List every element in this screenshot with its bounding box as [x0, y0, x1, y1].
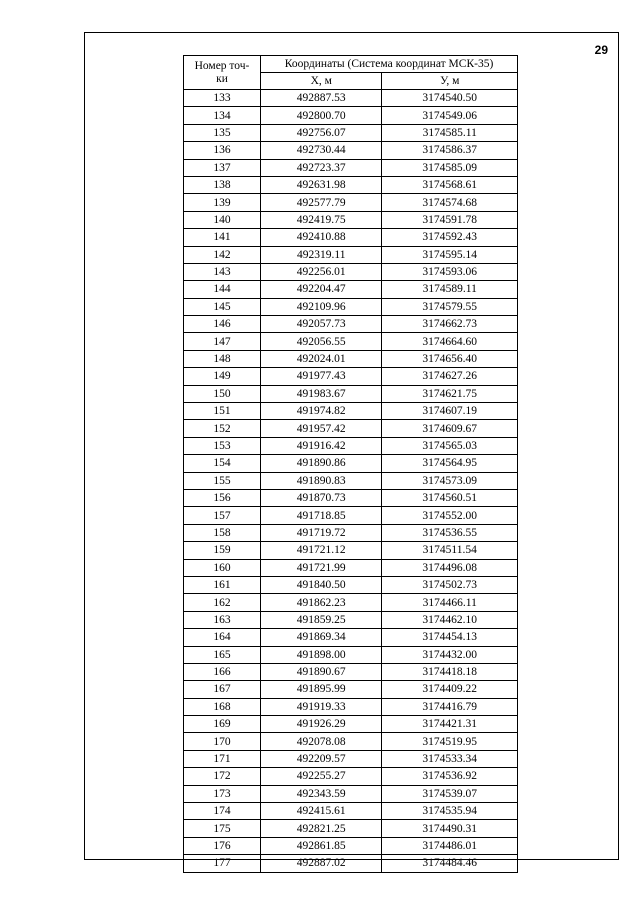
- x-coordinate-cell: 491977.43: [261, 368, 382, 385]
- y-coordinate-cell: 3174664.60: [382, 333, 518, 350]
- table-row: [184, 646, 518, 663]
- point-number-cell: 141: [184, 229, 261, 246]
- x-coordinate-cell: 492204.47: [261, 281, 382, 298]
- x-coordinate-cell: 492577.79: [261, 194, 382, 211]
- x-coordinate-cell: 492887.53: [261, 90, 382, 107]
- table-row: [184, 90, 518, 107]
- x-coordinate-cell: 491919.33: [261, 698, 382, 715]
- point-number-cell: 176: [184, 837, 261, 854]
- point-number-cell: 173: [184, 785, 261, 802]
- table-row: [184, 698, 518, 715]
- y-header: У, м: [382, 73, 518, 90]
- x-coordinate-cell: 492887.02: [261, 855, 382, 872]
- x-coordinate-cell: 491869.34: [261, 629, 382, 646]
- x-coordinate-cell: 491916.42: [261, 437, 382, 454]
- x-coordinate-cell: 492078.08: [261, 733, 382, 750]
- y-coordinate-cell: 3174568.61: [382, 176, 518, 193]
- point-number-header-label: Номер точ- ки: [194, 59, 250, 85]
- x-coordinate-cell: 492861.85: [261, 837, 382, 854]
- y-coordinate-cell: 3174609.67: [382, 420, 518, 437]
- table-row: [184, 716, 518, 733]
- x-coordinate-cell: 491859.25: [261, 611, 382, 628]
- point-number-cell: 138: [184, 176, 261, 193]
- point-number-cell: 139: [184, 194, 261, 211]
- y-coordinate-cell: 3174466.11: [382, 594, 518, 611]
- y-coordinate-cell: 3174595.14: [382, 246, 518, 263]
- coordinates-group-header: Координаты (Система координат МСК-35): [261, 56, 518, 73]
- point-number-cell: 159: [184, 542, 261, 559]
- x-coordinate-cell: 492723.37: [261, 159, 382, 176]
- point-number-cell: 174: [184, 803, 261, 820]
- x-coordinate-cell: 492056.55: [261, 333, 382, 350]
- table-row: [184, 211, 518, 228]
- y-coordinate-cell: 3174589.11: [382, 281, 518, 298]
- y-coordinate-cell: 3174579.55: [382, 298, 518, 315]
- y-coordinate-cell: 3174573.09: [382, 472, 518, 489]
- point-number-cell: 146: [184, 316, 261, 333]
- x-coordinate-cell: 492419.75: [261, 211, 382, 228]
- table-row: [184, 611, 518, 628]
- x-coordinate-cell: 492343.59: [261, 785, 382, 802]
- table-row: [184, 524, 518, 541]
- table-row: [184, 229, 518, 246]
- table-row: [184, 663, 518, 680]
- point-number-cell: 153: [184, 437, 261, 454]
- point-number-cell: 172: [184, 768, 261, 785]
- y-coordinate-cell: 3174533.34: [382, 750, 518, 767]
- point-number-cell: 166: [184, 663, 261, 680]
- y-coordinate-cell: 3174535.94: [382, 803, 518, 820]
- y-coordinate-cell: 3174560.51: [382, 489, 518, 506]
- table-row: [184, 576, 518, 593]
- y-coordinate-cell: 3174627.26: [382, 368, 518, 385]
- table-row: [184, 194, 518, 211]
- x-coordinate-cell: 492209.57: [261, 750, 382, 767]
- x-coordinate-cell: 492057.73: [261, 316, 382, 333]
- table-row: [184, 507, 518, 524]
- point-number-cell: 171: [184, 750, 261, 767]
- y-coordinate-cell: 3174585.11: [382, 124, 518, 141]
- point-number-cell: 158: [184, 524, 261, 541]
- table-row: [184, 837, 518, 854]
- point-number-cell: 170: [184, 733, 261, 750]
- y-coordinate-cell: 3174662.73: [382, 316, 518, 333]
- x-coordinate-cell: 491840.50: [261, 576, 382, 593]
- table-row: [184, 785, 518, 802]
- table-row: [184, 472, 518, 489]
- x-coordinate-cell: 492410.88: [261, 229, 382, 246]
- y-coordinate-cell: 3174574.68: [382, 194, 518, 211]
- x-coordinate-cell: 492256.01: [261, 263, 382, 280]
- x-coordinate-cell: 492255.27: [261, 768, 382, 785]
- point-number-cell: 162: [184, 594, 261, 611]
- x-coordinate-cell: 492415.61: [261, 803, 382, 820]
- point-number-cell: 175: [184, 820, 261, 837]
- table-row: [184, 542, 518, 559]
- point-number-cell: 169: [184, 716, 261, 733]
- table-row: [184, 281, 518, 298]
- y-coordinate-cell: 3174496.08: [382, 559, 518, 576]
- point-number-cell: 143: [184, 263, 261, 280]
- point-number-cell: 165: [184, 646, 261, 663]
- y-coordinate-cell: 3174421.31: [382, 716, 518, 733]
- x-coordinate-cell: 491721.12: [261, 542, 382, 559]
- point-number-cell: 147: [184, 333, 261, 350]
- x-coordinate-cell: 491862.23: [261, 594, 382, 611]
- y-coordinate-cell: 3174565.03: [382, 437, 518, 454]
- table-row: [184, 368, 518, 385]
- table-row: [184, 733, 518, 750]
- point-number-cell: 177: [184, 855, 261, 872]
- x-coordinate-cell: 492319.11: [261, 246, 382, 263]
- x-coordinate-cell: 491957.42: [261, 420, 382, 437]
- table-row: [184, 594, 518, 611]
- point-number-cell: 149: [184, 368, 261, 385]
- y-coordinate-cell: 3174607.19: [382, 403, 518, 420]
- x-coordinate-cell: 491926.29: [261, 716, 382, 733]
- table-row: [184, 768, 518, 785]
- table-row: [184, 350, 518, 367]
- coordinates-table: [183, 55, 518, 873]
- point-number-cell: 137: [184, 159, 261, 176]
- y-coordinate-cell: 3174490.31: [382, 820, 518, 837]
- point-number-cell: 155: [184, 472, 261, 489]
- x-coordinate-cell: 491890.86: [261, 455, 382, 472]
- x-coordinate-cell: 491719.72: [261, 524, 382, 541]
- table-row: [184, 629, 518, 646]
- table-row: [184, 107, 518, 124]
- table-row: [184, 750, 518, 767]
- y-coordinate-cell: 3174540.50: [382, 90, 518, 107]
- x-coordinate-cell: 492800.70: [261, 107, 382, 124]
- table-row: [184, 455, 518, 472]
- x-coordinate-cell: 491718.85: [261, 507, 382, 524]
- point-number-cell: 134: [184, 107, 261, 124]
- table-row: [184, 437, 518, 454]
- table-row: [184, 403, 518, 420]
- page-number: 29: [594, 43, 608, 57]
- y-coordinate-cell: 3174621.75: [382, 385, 518, 402]
- point-number-cell: 167: [184, 681, 261, 698]
- table-row: [184, 298, 518, 315]
- table-row: [184, 124, 518, 141]
- table-row: [184, 803, 518, 820]
- point-number-cell: 135: [184, 124, 261, 141]
- y-coordinate-cell: 3174416.79: [382, 698, 518, 715]
- x-coordinate-cell: 491890.67: [261, 663, 382, 680]
- point-number-cell: 142: [184, 246, 261, 263]
- y-coordinate-cell: 3174432.00: [382, 646, 518, 663]
- y-coordinate-cell: 3174418.18: [382, 663, 518, 680]
- table-row: [184, 176, 518, 193]
- x-coordinate-cell: 492730.44: [261, 142, 382, 159]
- point-number-cell: 140: [184, 211, 261, 228]
- y-coordinate-cell: 3174539.07: [382, 785, 518, 802]
- x-coordinate-cell: 492109.96: [261, 298, 382, 315]
- x-coordinate-cell: 491974.82: [261, 403, 382, 420]
- page-frame: [84, 32, 619, 870]
- x-coordinate-cell: 492024.01: [261, 350, 382, 367]
- point-number-cell: 133: [184, 90, 261, 107]
- coordinates-table-body: [184, 90, 518, 873]
- y-coordinate-cell: 3174502.73: [382, 576, 518, 593]
- point-number-cell: 156: [184, 489, 261, 506]
- y-coordinate-cell: 3174591.78: [382, 211, 518, 228]
- y-coordinate-cell: 3174592.43: [382, 229, 518, 246]
- x-coordinate-cell: 491870.73: [261, 489, 382, 506]
- table-row: [184, 246, 518, 263]
- y-coordinate-cell: 3174519.95: [382, 733, 518, 750]
- y-coordinate-cell: 3174656.40: [382, 350, 518, 367]
- x-coordinate-cell: 492756.07: [261, 124, 382, 141]
- x-coordinate-cell: 491895.99: [261, 681, 382, 698]
- y-coordinate-cell: 3174564.95: [382, 455, 518, 472]
- table-row: [184, 855, 518, 872]
- point-number-cell: 136: [184, 142, 261, 159]
- table-row: [184, 316, 518, 333]
- y-coordinate-cell: 3174454.13: [382, 629, 518, 646]
- table-row: [184, 820, 518, 837]
- point-number-cell: 161: [184, 576, 261, 593]
- table-row: [184, 681, 518, 698]
- point-number-cell: 150: [184, 385, 261, 402]
- x-coordinate-cell: 492631.98: [261, 176, 382, 193]
- x-coordinate-cell: 492821.25: [261, 820, 382, 837]
- y-coordinate-cell: 3174484.46: [382, 855, 518, 872]
- point-number-cell: 145: [184, 298, 261, 315]
- y-coordinate-cell: 3174536.92: [382, 768, 518, 785]
- x-coordinate-cell: 491890.83: [261, 472, 382, 489]
- y-coordinate-cell: 3174511.54: [382, 542, 518, 559]
- point-number-cell: 148: [184, 350, 261, 367]
- y-coordinate-cell: 3174552.00: [382, 507, 518, 524]
- point-number-cell: 152: [184, 420, 261, 437]
- point-number-cell: 163: [184, 611, 261, 628]
- point-number-cell: 168: [184, 698, 261, 715]
- table-row: [184, 333, 518, 350]
- x-coordinate-cell: 491983.67: [261, 385, 382, 402]
- x-coordinate-cell: 491721.99: [261, 559, 382, 576]
- table-row: [184, 559, 518, 576]
- point-number-cell: 154: [184, 455, 261, 472]
- point-number-cell: 164: [184, 629, 261, 646]
- y-coordinate-cell: 3174549.06: [382, 107, 518, 124]
- y-coordinate-cell: 3174536.55: [382, 524, 518, 541]
- point-number-cell: 144: [184, 281, 261, 298]
- x-header: X, м: [261, 73, 382, 90]
- y-coordinate-cell: 3174409.22: [382, 681, 518, 698]
- table-row: [184, 420, 518, 437]
- table-row: [184, 263, 518, 280]
- y-coordinate-cell: 3174586.37: [382, 142, 518, 159]
- table-row: [184, 489, 518, 506]
- point-number-cell: 160: [184, 559, 261, 576]
- y-coordinate-cell: 3174462.10: [382, 611, 518, 628]
- point-number-cell: 157: [184, 507, 261, 524]
- x-coordinate-cell: 491898.00: [261, 646, 382, 663]
- point-number-header: [184, 56, 261, 90]
- y-coordinate-cell: 3174486.01: [382, 837, 518, 854]
- y-coordinate-cell: 3174585.09: [382, 159, 518, 176]
- y-coordinate-cell: 3174593.06: [382, 263, 518, 280]
- table-row: [184, 385, 518, 402]
- table-row: [184, 142, 518, 159]
- point-number-cell: 151: [184, 403, 261, 420]
- table-row: [184, 159, 518, 176]
